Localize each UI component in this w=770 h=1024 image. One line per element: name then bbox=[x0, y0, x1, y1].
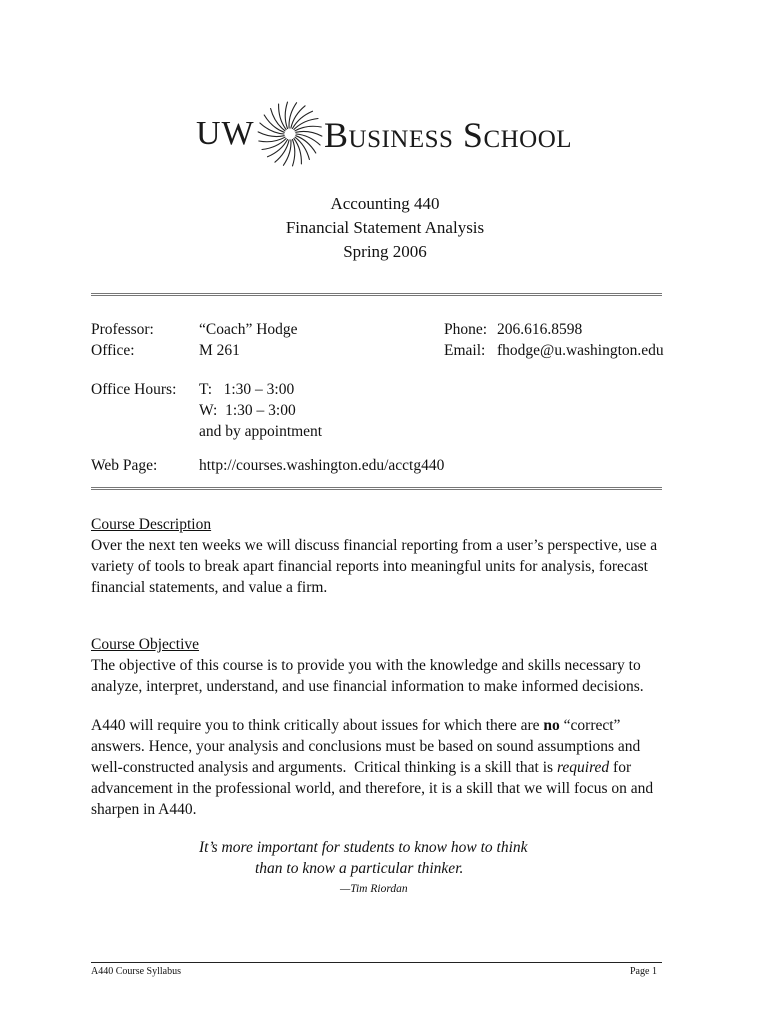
sunburst-ray bbox=[259, 137, 285, 142]
emphasis-required: required bbox=[556, 759, 610, 776]
office-hours-appointment: and by appointment bbox=[199, 423, 323, 440]
objective-line: The objective of this course is to provide you with the knowledge and skills necessary to bbox=[91, 657, 641, 674]
objective-line: analyze, interpret, understand, and use financial information to make informed decisions. bbox=[91, 678, 644, 695]
course-number: Accounting 440 bbox=[330, 194, 440, 213]
professor-value: “Coach” Hodge bbox=[199, 321, 298, 338]
email-label: Email: bbox=[444, 342, 486, 359]
objective-paragraph-line bbox=[91, 717, 620, 735]
sunburst-icon bbox=[257, 94, 323, 172]
footer-page-number: Page 1 bbox=[630, 966, 657, 977]
text-run: A440 will require you to think critically about issues for which there are bbox=[91, 717, 544, 734]
objective-paragraph-line bbox=[91, 759, 631, 777]
sunburst-ray bbox=[293, 140, 295, 166]
footer-divider bbox=[91, 962, 662, 963]
sunburst-ray bbox=[295, 126, 321, 131]
objective-paragraph-line: advancement in the professional world, and therefore, it is a skill that we will focus on and bbox=[91, 780, 654, 797]
logo-business-school-text: Business School bbox=[324, 115, 573, 155]
text-run: well-constructed analysis and arguments. Critical thinking is a skill that is bbox=[91, 759, 557, 776]
sunburst-ray bbox=[294, 119, 318, 130]
office-hours-label: Office Hours: bbox=[91, 381, 177, 398]
text-run: “correct” bbox=[559, 717, 621, 734]
course-term: Spring 2006 bbox=[343, 242, 427, 261]
sunburst-ray bbox=[295, 137, 309, 159]
logo-uw-text: UW bbox=[196, 115, 255, 152]
professor-label: Professor: bbox=[91, 321, 154, 338]
divider bbox=[91, 293, 662, 296]
web-page-link[interactable]: http://courses.washington.edu/acctg440 bbox=[199, 457, 445, 474]
description-line: Over the next ten weeks we will discuss financial reporting from a user’s perspective, use a bbox=[91, 537, 658, 554]
web-page-label: Web Page: bbox=[91, 457, 158, 474]
text-run: for bbox=[609, 759, 632, 776]
office-hours-tuesday: T: 1:30 – 3:00 bbox=[199, 381, 295, 398]
quote-attribution: —Tim Riordan bbox=[340, 883, 408, 895]
quote-line-1: It’s more important for students to know how to think bbox=[199, 839, 528, 856]
course-name: Financial Statement Analysis bbox=[285, 218, 485, 237]
uw-business-school-logo bbox=[196, 94, 586, 172]
sunburst-ray bbox=[285, 102, 287, 128]
divider bbox=[91, 487, 662, 490]
office-label: Office: bbox=[91, 342, 135, 359]
sunburst-ray bbox=[271, 109, 285, 131]
course-objective-heading: Course Objective bbox=[91, 636, 200, 653]
office-hours-wednesday: W: 1:30 – 3:00 bbox=[199, 402, 296, 419]
office-value: M 261 bbox=[199, 342, 240, 359]
emphasis-no: no bbox=[543, 717, 560, 734]
description-line: variety of tools to break apart financial reports into meaningful units for analysis, forecast bbox=[91, 558, 648, 575]
phone-label: Phone: bbox=[444, 321, 488, 338]
sunburst-ray bbox=[262, 139, 286, 150]
objective-paragraph-line: sharpen in A440. bbox=[91, 801, 197, 818]
footer-left: A440 Course Syllabus bbox=[91, 966, 181, 977]
course-description-heading: Course Description bbox=[91, 516, 212, 533]
description-line: financial statements, and value a firm. bbox=[91, 579, 328, 596]
quote-line-2: than to know a particular thinker. bbox=[255, 860, 464, 877]
sunburst-ray bbox=[258, 132, 284, 137]
phone-value: 206.616.8598 bbox=[497, 321, 583, 338]
objective-paragraph-line: answers. Hence, your analysis and conclusions must be based on sound assumptions and bbox=[91, 738, 641, 755]
sunburst-ray bbox=[296, 131, 322, 136]
email-value[interactable]: fhodge@u.washington.edu bbox=[497, 342, 664, 359]
